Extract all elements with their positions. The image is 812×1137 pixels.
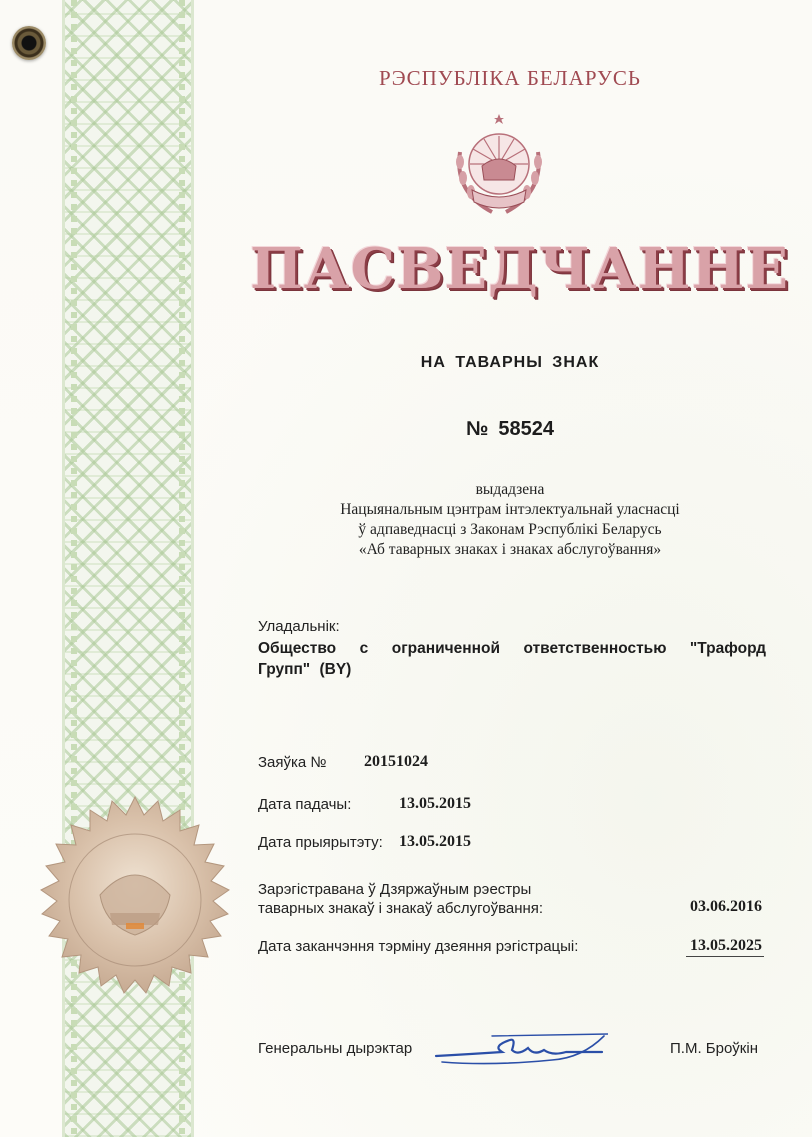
expiry-label: Дата заканчэння тэрміну дзеяння рэгістрацыі:	[258, 938, 579, 955]
certificate-title: ПАСВЕДЧАННЕ	[250, 236, 790, 302]
hologram-seal-icon	[30, 795, 240, 1005]
state-emblem-icon	[444, 112, 554, 220]
expiry-date: 13.05.2025	[686, 937, 764, 957]
registration-label	[258, 880, 543, 918]
certificate-subtitle: НА ТАВАРНЫ ЗНАК	[420, 354, 600, 371]
owner-label: Уладальнік:	[258, 618, 340, 635]
republic-heading: РЭСПУБЛІКА БЕЛАРУСЬ	[379, 66, 641, 90]
signature-icon	[432, 1026, 608, 1070]
director-title: Генеральны дырэктар	[258, 1040, 413, 1057]
application-label: Заяўка №	[258, 754, 327, 771]
certificate-number	[300, 418, 720, 441]
priority-date-value: 13.05.2015	[399, 833, 471, 850]
owner-name: Общество с ограниченной ответственностью "Трафорд Групп" (BY)	[258, 640, 766, 678]
priority-date-label: Дата прыярытэту:	[258, 834, 383, 851]
grommet-icon	[12, 26, 46, 60]
filing-date-value: 13.05.2015	[399, 795, 471, 812]
director-name: П.М. Броўкін	[670, 1040, 758, 1057]
application-number: 20151024	[364, 753, 428, 770]
filing-date-label: Дата падачы:	[258, 796, 352, 813]
registration-date: 03.06.2016	[690, 898, 762, 915]
issued-by-block	[280, 480, 740, 560]
issued-line-2: Нацыянальным цэнтрам інтэлектуальнай уласнасці	[340, 501, 680, 518]
issued-line-1: выдадзена	[475, 481, 545, 498]
registration-label-line-1: Зарэгістравана ў Дзяржаўным рэестры	[258, 881, 532, 898]
issued-line-3: ў адпаведнасці з Законам Рэспублікі Беларусь	[358, 521, 662, 538]
number-value: 58524	[498, 418, 554, 440]
issued-line-4: «Аб таварных знаках і знаках абслугоўвання»	[358, 541, 662, 558]
registration-label-line-2: таварных знакаў і знакаў абслугоўвання:	[258, 900, 544, 917]
number-symbol: №	[466, 418, 489, 440]
